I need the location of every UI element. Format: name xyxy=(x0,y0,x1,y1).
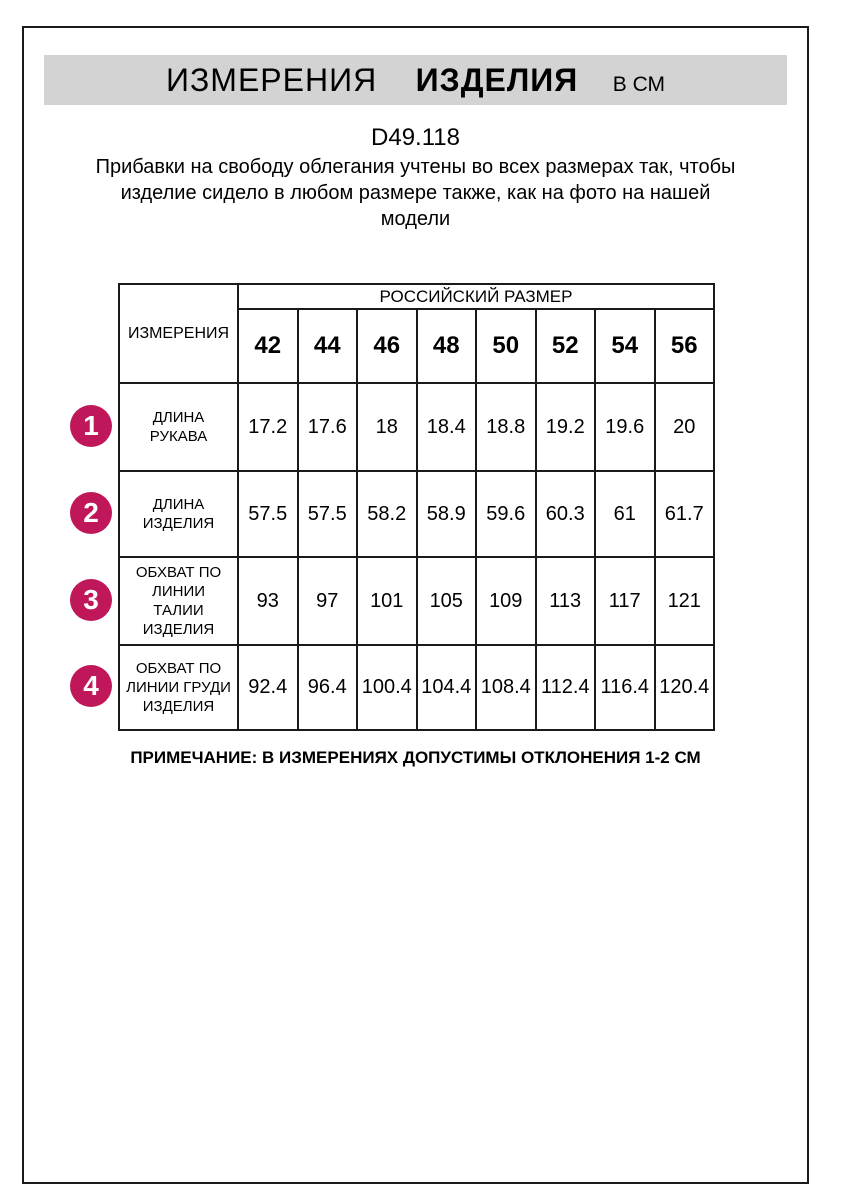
measurements-table xyxy=(118,283,715,731)
title-product: ИЗДЕЛИЯ xyxy=(415,62,579,98)
row-label: ДЛИНА РУКАВА xyxy=(119,383,238,471)
value-cell: 108.4 xyxy=(476,645,536,730)
value-cell: 97 xyxy=(298,557,358,645)
row-label: ОБХВАТ ПО ЛИНИИ ТАЛИИ ИЗДЕЛИЯ xyxy=(119,557,238,645)
size-col-header: 48 xyxy=(417,309,477,383)
value-cell: 104.4 xyxy=(417,645,477,730)
table-row xyxy=(119,383,714,471)
size-col-header: 54 xyxy=(595,309,655,383)
value-cell: 117 xyxy=(595,557,655,645)
value-cell: 101 xyxy=(357,557,417,645)
value-cell: 17.6 xyxy=(298,383,358,471)
value-cell: 58.2 xyxy=(357,471,417,557)
table-row xyxy=(119,557,714,645)
value-cell: 116.4 xyxy=(595,645,655,730)
page-frame xyxy=(22,26,809,1184)
value-cell: 61.7 xyxy=(655,471,715,557)
value-cell: 20 xyxy=(655,383,715,471)
table-row xyxy=(119,645,714,730)
row-number-badge: 2 xyxy=(70,492,112,534)
row-number-badge: 1 xyxy=(70,405,112,447)
value-cell: 58.9 xyxy=(417,471,477,557)
title-unit: В СМ xyxy=(612,73,666,96)
value-cell: 100.4 xyxy=(357,645,417,730)
row-number-badge: 4 xyxy=(70,665,112,707)
value-cell: 120.4 xyxy=(655,645,715,730)
description-line: модели xyxy=(380,208,451,230)
size-col-header: 42 xyxy=(238,309,298,383)
value-cell: 59.6 xyxy=(476,471,536,557)
value-cell: 112.4 xyxy=(536,645,596,730)
value-cell: 121 xyxy=(655,557,715,645)
title-measurements: ИЗМЕРЕНИЯ xyxy=(165,62,378,98)
description xyxy=(24,154,807,232)
value-cell: 109 xyxy=(476,557,536,645)
size-col-header: 46 xyxy=(357,309,417,383)
value-cell: 18.4 xyxy=(417,383,477,471)
group-header-row xyxy=(119,284,714,309)
value-cell: 57.5 xyxy=(238,471,298,557)
value-cell: 96.4 xyxy=(298,645,358,730)
value-cell: 93 xyxy=(238,557,298,645)
note: ПРИМЕЧАНИЕ: В ИЗМЕРЕНИЯХ ДОПУСТИМЫ ОТКЛОНЕНИЯ 1-2 СМ xyxy=(130,748,701,767)
row-label: ДЛИНА ИЗДЕЛИЯ xyxy=(119,471,238,557)
size-col-header: 56 xyxy=(655,309,715,383)
value-cell: 18.8 xyxy=(476,383,536,471)
size-col-header: 50 xyxy=(476,309,536,383)
value-cell: 105 xyxy=(417,557,477,645)
size-col-header: 52 xyxy=(536,309,596,383)
value-cell: 92.4 xyxy=(238,645,298,730)
value-cell: 19.6 xyxy=(595,383,655,471)
description-line: изделие сидело в любом размере также, как на фото на нашей xyxy=(120,182,711,204)
table-group-header: РОССИЙСКИЙ РАЗМЕР xyxy=(238,284,714,309)
row-number-badge: 3 xyxy=(70,579,112,621)
table-row xyxy=(119,471,714,557)
value-cell: 57.5 xyxy=(298,471,358,557)
table-body xyxy=(119,383,714,730)
value-cell: 17.2 xyxy=(238,383,298,471)
description-line: Прибавки на свободу облегания учтены во всех размерах так, чтобы xyxy=(95,156,736,178)
table-corner-header: ИЗМЕРЕНИЯ xyxy=(119,284,238,383)
product-code: D49.118 xyxy=(371,124,460,151)
value-cell: 18 xyxy=(357,383,417,471)
value-cell: 19.2 xyxy=(536,383,596,471)
value-cell: 61 xyxy=(595,471,655,557)
title-bar xyxy=(44,55,787,105)
row-label: ОБХВАТ ПО ЛИНИИ ГРУДИ ИЗДЕЛИЯ xyxy=(119,645,238,730)
value-cell: 113 xyxy=(536,557,596,645)
value-cell: 60.3 xyxy=(536,471,596,557)
size-col-header: 44 xyxy=(298,309,358,383)
